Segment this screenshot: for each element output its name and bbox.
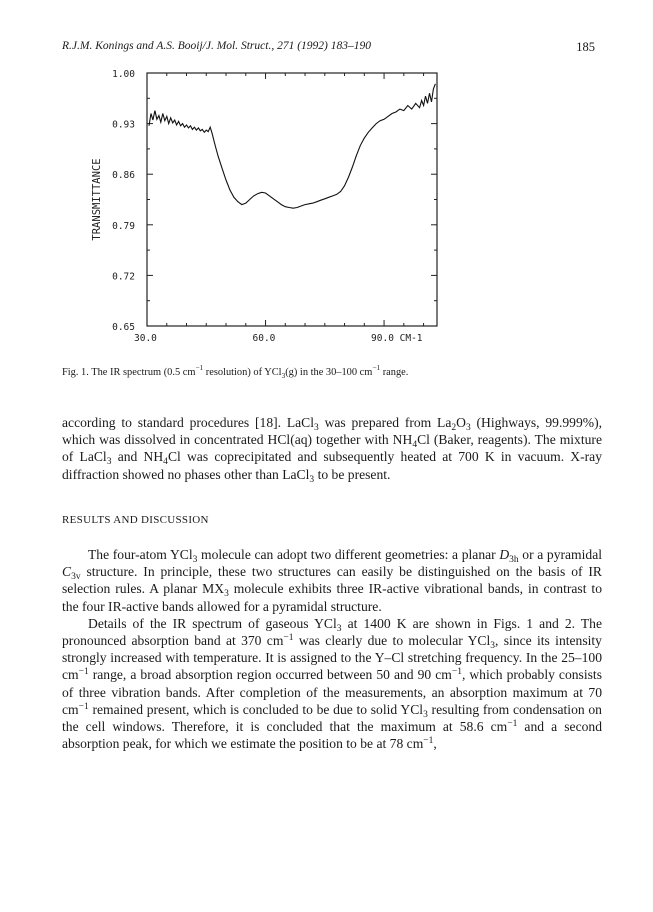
- caption-sup-2: −1: [372, 364, 381, 372]
- p3-sub-a: 3: [336, 623, 342, 634]
- p1-sub-g: 3: [309, 474, 315, 485]
- p1-h: to be present.: [314, 466, 391, 482]
- p1-a: according to standard procedures [18]. LaCl: [62, 415, 315, 430]
- p3-f: , which probably consists of three vibration bands. After completion of the measurements, an absorption maximum at 70 cm: [62, 667, 602, 717]
- p3-sup-e: −1: [451, 667, 462, 678]
- running-head-text: R.J.M. Konings and A.S. Booij/J. Mol. Struct., 271 (1992) 183–190: [62, 40, 371, 52]
- x-tick-label: 30.0: [134, 333, 157, 344]
- p1-b: was prepared from La: [318, 415, 452, 430]
- p1-sub-f: 4: [163, 457, 168, 468]
- p1-e: Cl (Baker, reagents). The mixture of LaCl: [62, 432, 602, 465]
- p1-f: and NH: [111, 449, 164, 465]
- p2-c: or a pyramidal: [518, 547, 603, 562]
- p2-d-symbol: D: [499, 547, 510, 562]
- p3-sub-g: 3: [423, 709, 428, 720]
- p1-sub-b: 2: [451, 423, 457, 433]
- p3-j: ,: [433, 736, 437, 752]
- page-number: 185: [576, 40, 595, 54]
- y-tick-label: 0.72: [112, 271, 135, 283]
- caption-sup-1: −1: [195, 364, 204, 372]
- p2-c-symbol: C: [62, 564, 72, 580]
- p2-d-sub: 3h: [509, 555, 519, 565]
- p3-a: Details of the IR spectrum of gaseous YCl: [88, 615, 337, 631]
- spectrum-line: [149, 84, 435, 208]
- p3-sub-c: 3: [490, 641, 496, 652]
- p1-sub-d: 4: [412, 440, 418, 451]
- p1-sub-c: 3: [465, 423, 471, 433]
- p2-b: molecule can adopt two different geometries: a planar: [197, 547, 500, 562]
- y-tick-label: 0.86: [112, 170, 135, 182]
- x-tick-label: 60.0: [252, 333, 276, 344]
- p1-g: Cl was coprecipitated and subsequently heated at 700 K in vacuum. X-ray diffraction showed no phases other than LaCl: [62, 449, 602, 482]
- p2-e: molecule exhibits three IR-active vibrational bands, in contrast to the four IR-active bands allowed for a pyramidal structure.: [62, 581, 603, 614]
- caption-fig-label: Fig. 1.: [62, 367, 89, 378]
- x-tick-label: 90.0 CM-1: [371, 333, 423, 344]
- p2-sub-a: 3: [192, 555, 198, 565]
- caption-text-1: The IR spectrum (0.5 cm: [88, 367, 196, 378]
- p1-sub-e: 3: [106, 457, 112, 468]
- p3-sup-f: −1: [78, 701, 89, 712]
- paragraph-geometry: [62, 546, 602, 615]
- paragraph-results: [62, 546, 602, 752]
- paragraph-details: [62, 615, 602, 753]
- figure-caption: [62, 364, 595, 380]
- section-heading: RESULTS AND DISCUSSION: [62, 514, 209, 526]
- caption-text-4: range.: [380, 367, 409, 378]
- caption-sub-1: 3: [281, 372, 286, 380]
- p3-d: , since its intensity strongly increased with temperature. It is assigned to the Y–Cl stretching frequency. In the 25–100 cm: [62, 633, 602, 683]
- p3-sup-i: −1: [423, 736, 434, 747]
- y-tick-label: 0.65: [112, 322, 135, 333]
- chart-layer: [91, 69, 437, 344]
- y-tick-label: 1.00: [112, 69, 135, 80]
- p1-d: (Highways, 99.999%), which was dissolved in concentrated HCl(aq) together with NH: [62, 415, 602, 448]
- p3-sup-b: −1: [283, 633, 294, 644]
- y-axis-label: TRANSMITTANCE: [91, 158, 103, 241]
- y-tick-label: 0.79: [112, 220, 135, 232]
- p3-sup-h: −1: [507, 719, 518, 730]
- p3-e: range, a broad absorption region occurred between 50 and 90 cm: [88, 667, 452, 683]
- p2-c-sub: 3v: [71, 572, 81, 583]
- p3-b: at 1400 K are shown in Figs. 1 and 2. The pronounced absorption band at 370 cm: [62, 615, 602, 649]
- y-tick-label: 0.93: [112, 119, 135, 131]
- p3-c: was clearly due to molecular YCl: [293, 633, 491, 649]
- plot-frame: [147, 73, 437, 326]
- ir-spectrum-chart: [0, 0, 653, 360]
- p2-d: structure. In principle, these two structures can easily be distinguished on the basis of IR selection rules. A planar MX: [62, 564, 602, 597]
- p2-sub-b: 3: [224, 589, 229, 600]
- p3-g: remained present, which is concluded to be due to solid YCl: [88, 701, 424, 717]
- p1-c: O: [456, 415, 466, 430]
- caption-text-3: (g) in the 30–100 cm: [285, 367, 373, 378]
- caption-text-2: resolution) of YCl: [203, 367, 282, 378]
- p3-h: resulting from condensation on the cell windows. Therefore, it is concluded that the maximum at 58.6 cm: [62, 701, 602, 735]
- p3-i: and a second absorption peak, for which we estimate the position to be at 78 cm: [62, 719, 602, 752]
- paragraph-procedures: [62, 414, 602, 483]
- p2-a: The four-atom YCl: [88, 547, 193, 562]
- p1-sub-a: 3: [314, 423, 319, 433]
- p3-sup-d: −1: [78, 667, 89, 678]
